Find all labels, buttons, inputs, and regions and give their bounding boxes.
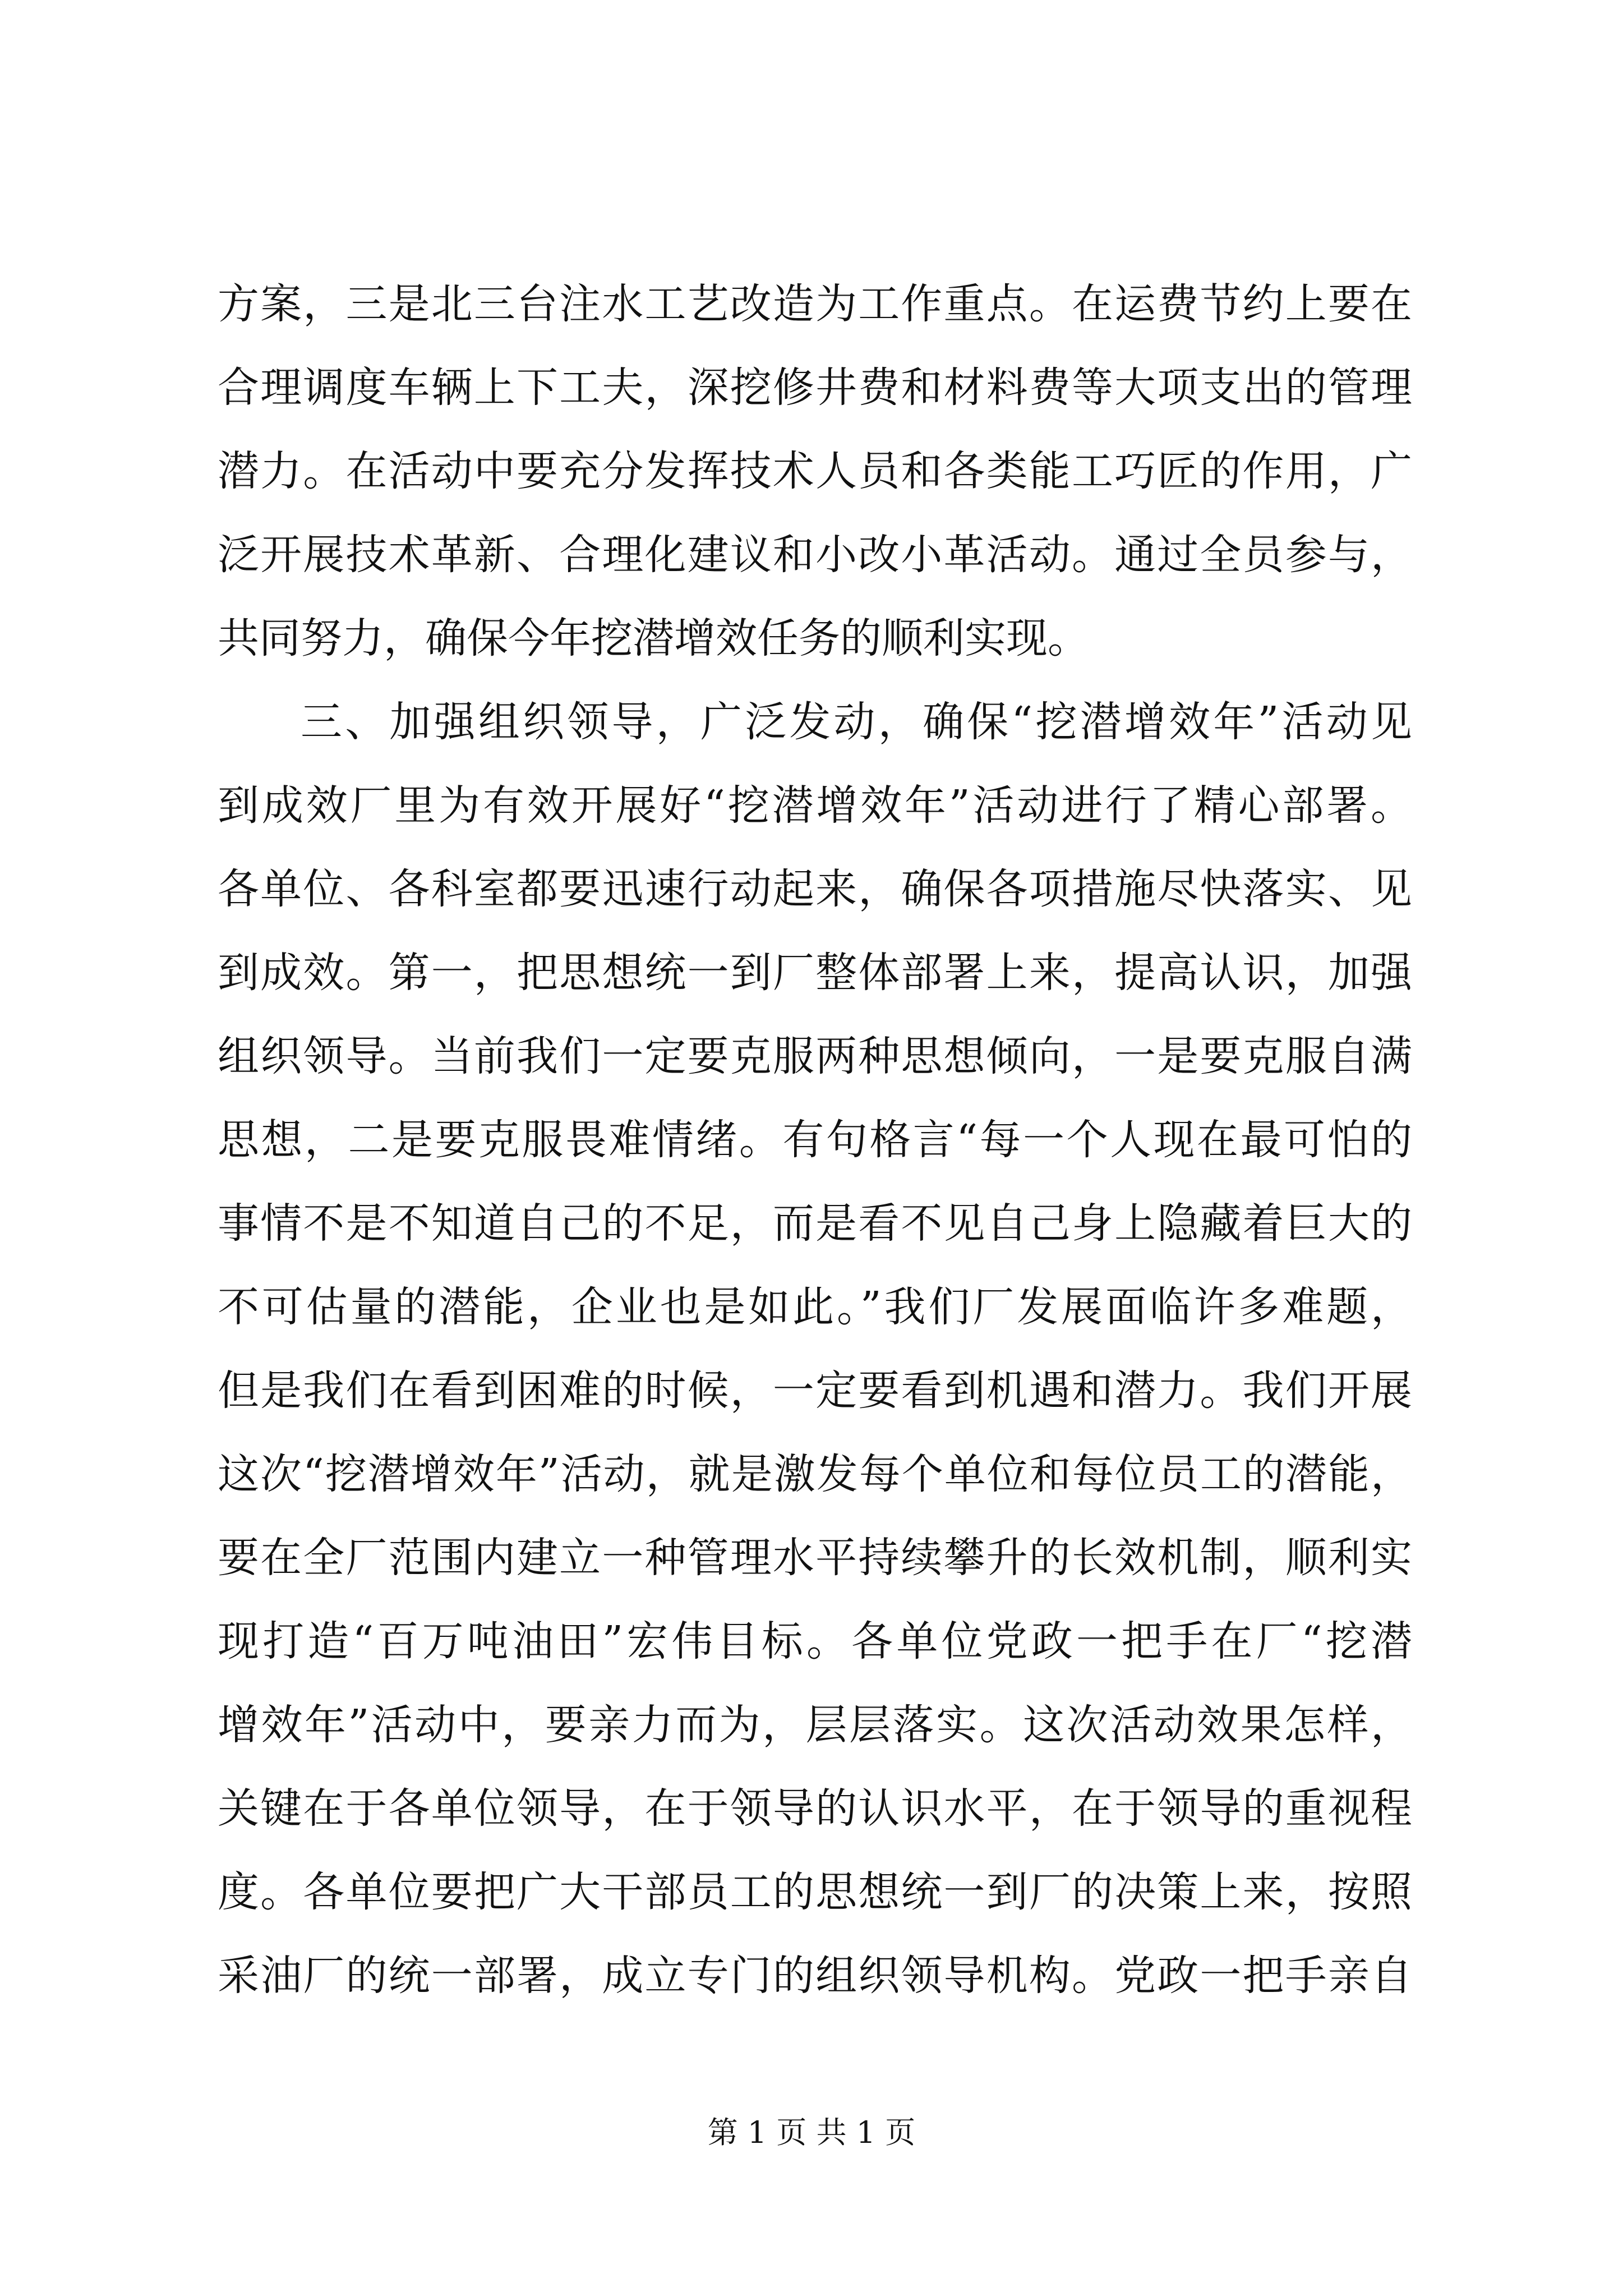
text-line: 方案，三是北三台注水工艺改造为工作重点。在运费节约上要在 [218, 280, 1412, 328]
text-line: 但是我们在看到困难的时候，一定要看到机遇和潜力。我们开展 [218, 1366, 1412, 1415]
text-line: 合理调度车辆上下工夫，深挖修井费和材料费等大项支出的管理 [218, 364, 1412, 412]
text-line: 三、加强组织领导，广泛发动，确保“挖潜增效年”活动见 [301, 698, 1412, 746]
paragraph-1 [218, 263, 1412, 680]
text-line: 现打造“百万吨油田”宏伟目标。各单位党政一把手在厂“挖潜 [218, 1617, 1412, 1665]
text-line: 思想，二是要克服畏难情绪。有句格言“每一个人现在最可怕的 [218, 1116, 1412, 1164]
body-text [218, 263, 1412, 2018]
text-line: 采油厂的统一部署，成立专门的组织领导机构。党政一把手亲自 [218, 1952, 1412, 2000]
text-line: 度。各单位要把广大干部员工的思想统一到厂的决策上来，按照 [218, 1868, 1412, 1916]
text-line: 泛开展技术革新、合理化建议和小改小革活动。通过全员参与， [218, 531, 1412, 579]
paragraph-2 [218, 680, 1412, 2018]
text-line: 组织领导。当前我们一定要克服两种思想倾向，一是要克服自满 [218, 1032, 1412, 1080]
text-line: 共同努力，确保今年挖潜增效任务的顺利实现。 [218, 614, 1089, 662]
text-line: 事情不是不知道自己的不足，而是看不见自己身上隐藏着巨大的 [218, 1199, 1412, 1248]
text-line: 各单位、各科室都要迅速行动起来，确保各项措施尽快落实、见 [218, 865, 1412, 913]
page-footer: 第 1 页 共 1 页 [707, 2115, 916, 2150]
text-line: 到成效厂里为有效开展好“挖潜增效年”活动进行了精心部署。 [218, 781, 1412, 830]
text-line: 到成效。第一，把思想统一到厂整体部署上来，提高认识，加强 [218, 949, 1412, 997]
text-line: 增效年”活动中，要亲力而为，层层落实。这次活动效果怎样， [218, 1701, 1412, 1749]
text-line: 不可估量的潜能，企业也是如此。”我们厂发展面临许多难题， [218, 1283, 1412, 1331]
text-line: 这次“挖潜增效年”活动，就是激发每个单位和每位员工的潜能， [218, 1450, 1412, 1498]
text-line: 潜力。在活动中要充分发挥技术人员和各类能工巧匠的作用，广 [218, 447, 1412, 495]
text-line: 要在全厂范围内建立一种管理水平持续攀升的长效机制，顺利实 [218, 1534, 1412, 1582]
text-line: 关键在于各单位领导，在于领导的认识水平，在于领导的重视程 [218, 1784, 1412, 1833]
